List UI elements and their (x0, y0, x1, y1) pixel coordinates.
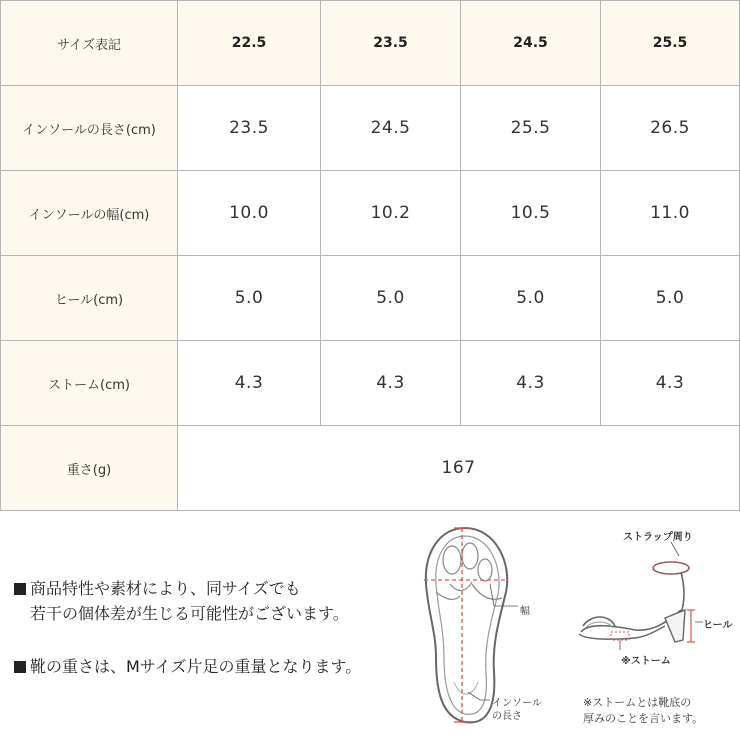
value-cell (177, 340, 321, 426)
size-header-cell (460, 0, 601, 86)
size-header: 24.5 (513, 35, 548, 51)
shoe-figure (575, 522, 740, 732)
width-label: 幅 (520, 606, 530, 617)
header-label: サイズ表記 (57, 37, 121, 53)
value-cell (600, 340, 740, 426)
note-text: 靴の重さは、Mサイズ片足の重量となります。 (30, 657, 362, 676)
value-cell (460, 170, 601, 256)
value-cell (600, 170, 740, 256)
size-header-cell (600, 0, 740, 86)
note-line-3 (14, 654, 361, 677)
bullet-square-icon (14, 661, 26, 673)
value-cell (600, 85, 740, 171)
insole-diagram-icon (410, 522, 570, 732)
value-cell (320, 170, 461, 256)
value-cell (600, 255, 740, 341)
row-label-cell (0, 425, 178, 511)
cell-value: 10.0 (229, 203, 269, 223)
size-header: 23.5 (373, 35, 408, 51)
length-label: の長さ (492, 711, 522, 722)
cell-value: 25.5 (510, 118, 551, 138)
value-cell (460, 85, 601, 171)
cell-value: 10.2 (370, 203, 411, 223)
cell-value: 5.0 (516, 288, 545, 308)
caption-line-2: 厚みのことを言います。 (583, 712, 704, 725)
weight-label: 重さ(g) (66, 462, 112, 478)
value-cell (177, 85, 321, 171)
cell-value: 10.5 (510, 203, 551, 223)
heel-sandal-icon (575, 522, 740, 672)
note-line-1 (14, 576, 301, 599)
value-cell (460, 255, 601, 341)
note-text: 若干の個体差が生じる可能性がございます。 (30, 604, 349, 623)
cell-value: 26.5 (650, 118, 690, 138)
row-label: ストーム(cm) (48, 377, 130, 393)
weight-value-cell (177, 425, 740, 511)
cell-value: 5.0 (655, 288, 685, 308)
cell-value: 5.0 (234, 288, 264, 308)
length-label: インソール (492, 698, 542, 709)
row-label: インソールの幅(cm) (28, 207, 150, 223)
note-line-2 (30, 601, 349, 624)
weight-value: 167 (441, 458, 476, 478)
caption-line-1: ※ストームとは靴底の (583, 696, 692, 709)
note-text: 商品特性や素材により、同サイズでも (30, 579, 301, 598)
bullet-square-icon (14, 583, 26, 595)
row-label: インソールの長さ(cm) (22, 122, 156, 138)
row-label: ヒール(cm) (54, 292, 124, 308)
value-cell (320, 340, 461, 426)
strap-label: ストラップ周り (623, 532, 693, 543)
size-header-cell (320, 0, 461, 86)
cell-value: 24.5 (370, 118, 411, 138)
cell-value: 4.3 (516, 373, 545, 393)
size-header: 25.5 (652, 35, 688, 51)
value-cell (177, 170, 321, 256)
cell-value: 4.3 (234, 373, 264, 393)
row-label-cell (0, 85, 178, 171)
cell-value: 11.0 (650, 203, 690, 223)
row-label-cell (0, 255, 178, 341)
value-cell (177, 255, 321, 341)
size-header-cell (177, 0, 321, 86)
cell-value: 23.5 (229, 118, 269, 138)
row-label-cell (0, 340, 178, 426)
header-label-cell (0, 0, 178, 86)
size-header: 22.5 (231, 35, 267, 51)
heel-label: ヒール (703, 620, 733, 631)
cell-value: 4.3 (655, 373, 685, 393)
cell-value: 4.3 (376, 373, 405, 393)
value-cell (460, 340, 601, 426)
value-cell (320, 85, 461, 171)
storm-label: ※ストーム (621, 656, 671, 667)
value-cell (320, 255, 461, 341)
row-label-cell (0, 170, 178, 256)
cell-value: 5.0 (376, 288, 405, 308)
insole-figure (410, 522, 570, 732)
